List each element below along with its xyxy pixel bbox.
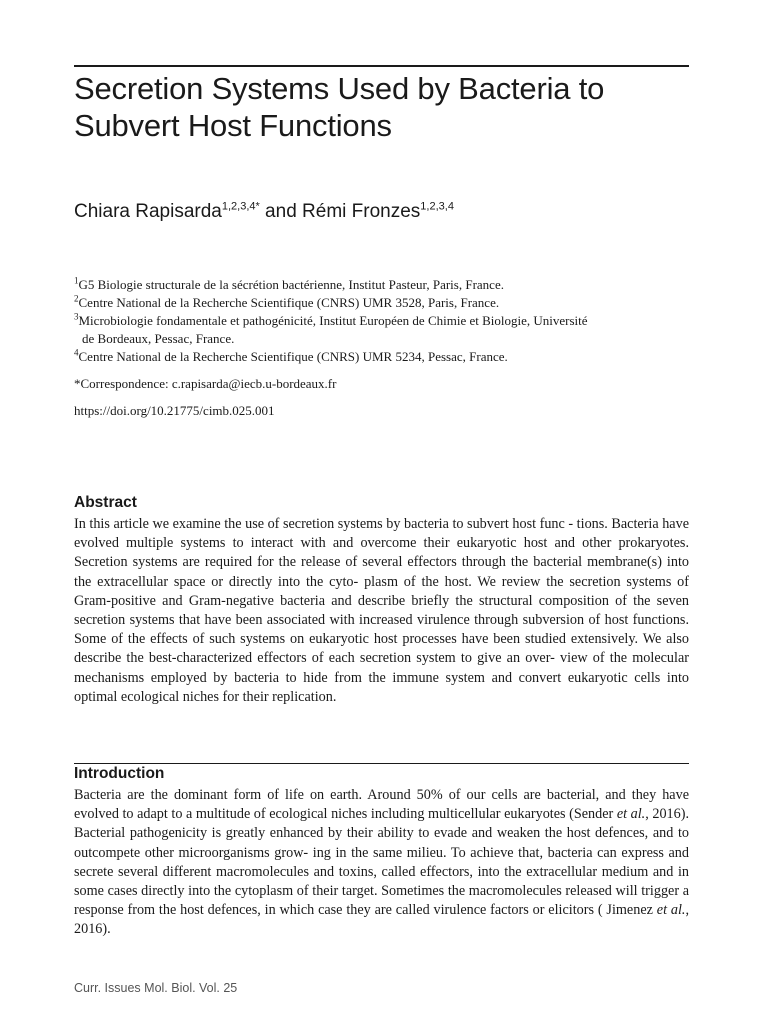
author-name: Rémi Fronzes xyxy=(302,201,421,222)
author-affil-marks: 1,2,3,4 xyxy=(420,200,454,213)
correspondence-line[interactable]: *Correspondence: c.rapisarda@iecb.u-bordeaux.fr xyxy=(74,376,337,391)
affiliation-number: 4 xyxy=(74,347,79,358)
affiliation-list xyxy=(74,276,689,366)
affiliation-text: Microbiologie fondamentale et pathogénicité, Institut Européen de Chimie et Biologie, Université xyxy=(78,313,588,328)
affiliation-number: 2 xyxy=(74,293,79,304)
affiliation-number: 1 xyxy=(74,275,79,286)
introduction-text xyxy=(74,786,689,940)
affiliation-text: Centre National de la Recherche Scientifique (CNRS) UMR 5234, Pessac, France. xyxy=(78,349,508,364)
abstract-heading: Abstract xyxy=(74,494,137,511)
intro-text-part: Bacteria are the dominant form of life on earth. Around 50% of our cells are bacterial, and they have evolved to adapt to a multitude of ecological niches including multicellular eukaryotes (Sender xyxy=(74,787,689,823)
journal-footer: Curr. Issues Mol. Biol. Vol. 25 xyxy=(74,981,238,995)
author-line xyxy=(74,199,689,225)
paper-title: Secretion Systems Used by Bacteria to Subvert Host Functions xyxy=(74,71,605,143)
introduction-heading: Introduction xyxy=(74,765,165,782)
abstract-text: In this article we examine the use of secretion systems by bacteria to subvert host func - tions. Bacteria have evolved multiple systems to interact with and overcome their eukaryotic host and other prokaryotes. Secretion systems are required for the release of several effectors through the bacterial membrane(s) into the extracellular space or directly into the cyto- plasm of the host. We review the secretion systems of Gram-positive and Gram-negative bacteria and describe briefly the structural composition of the seven secretion systems that have been associated with increased virulence through subversion of host functions. Some of the effects of such systems on eukaryotic host processes have been studied extensively. We also describe the best-characterized effectors of each secretion system to give an over- view of the molecular mechanisms employed by bacteria to hide from the immune system and convert eukaryotic cells into optimal ecological niches for their replication. xyxy=(74,516,689,705)
section-rule xyxy=(74,763,689,764)
author-name: Chiara Rapisarda xyxy=(74,201,222,222)
affiliation-text: Centre National de la Recherche Scientifique (CNRS) UMR 3528, Paris, France. xyxy=(78,295,500,310)
affiliation-number: 3 xyxy=(74,311,79,322)
affiliation xyxy=(74,312,689,348)
affiliation xyxy=(74,294,689,312)
corresponding-mark: * xyxy=(255,200,260,213)
affiliation xyxy=(74,348,689,366)
author-affil-marks: 1,2,3,4 xyxy=(221,200,256,213)
intro-citation-etal: et al. xyxy=(616,806,646,823)
top-rule xyxy=(74,65,689,67)
affiliation-text-continued: de Bordeaux, Pessac, France. xyxy=(82,331,235,346)
affiliation xyxy=(74,276,689,294)
intro-text-part: , 2016). Bacterial pathogenicity is greatly enhanced by their ability to evade and weaken the host defences, and to outcompete other microorganisms grow- ing in the same milieu. To achieve that, bacteria can express and secrete several different macromolecules and toxins, called effectors, into the extracellular medium and in some cases directly into the cytoplasm of their target. Sometimes the macromolecules released will trigger a response from the host defences, in which case they are called virulence factors or elicitors ( Jimenez xyxy=(74,806,689,919)
intro-citation-etal: et al. xyxy=(656,902,686,919)
affiliation-text: G5 Biologie structurale de la sécrétion bactérienne, Institut Pasteur, Paris, France. xyxy=(78,277,504,292)
doi-link[interactable]: https://doi.org/10.21775/cimb.025.001 xyxy=(74,403,275,418)
author-joiner: and xyxy=(259,201,303,222)
intro-text-part: , 2016). xyxy=(74,902,689,938)
